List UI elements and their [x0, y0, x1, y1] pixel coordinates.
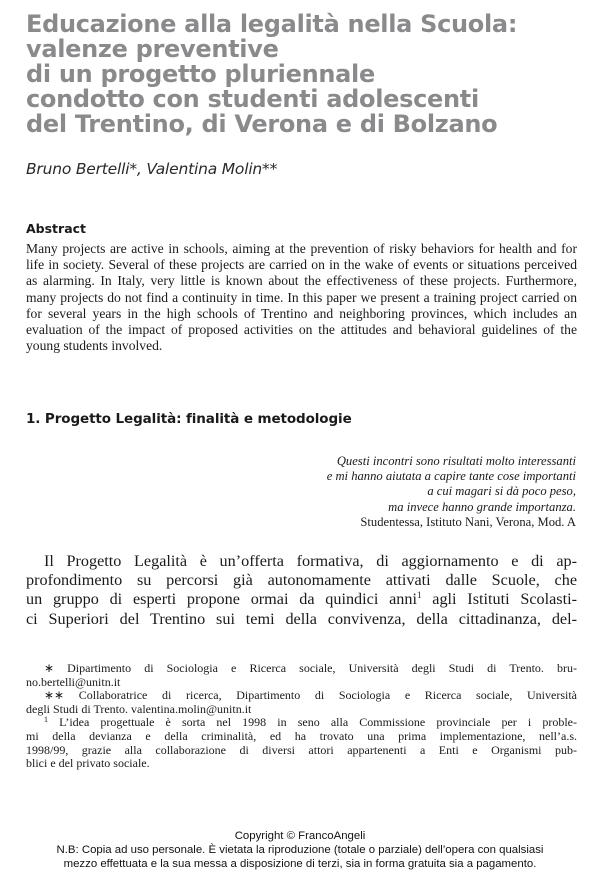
footnote-line — [26, 716, 577, 730]
footnote-line: blici e del privato sociale. — [26, 756, 150, 771]
copyright-notice — [0, 829, 600, 872]
epigraph-line: Questi incontri sono risultati molto interessanti — [336, 454, 576, 468]
epigraph-line: a cui magari si dà poco peso, — [427, 484, 576, 499]
footnote-line: ∗ Dipartimento di Sociologia e Ricerca sociale, Università degli Studi di Trento. bru- — [44, 661, 577, 675]
abstract-text: Many projects are active in schools, aiming at the prevention of risky behaviors for health and for life in society. Several of these projects are carried on in the wake of events or situations perceived as alarming. In Italy, very little is known about the effectiveness of these projects. Furthermore, many projects do not find a continuity in time. In this paper we present a training project carried on for several years in the high schools of Trentino and neighboring provinces, which includes an evaluation of the impact of proposed activities on the attitudes and behavioral guidelines of the young students involved. — [26, 241, 577, 354]
epigraph-line: ma invece hanno grande importanza. — [388, 499, 576, 514]
footnote-ref[interactable]: 1 — [416, 590, 422, 601]
body-line: Il Progetto Legalità è un’offerta formativa, di aggiornamento e di ap- — [44, 552, 577, 570]
body-paragraph — [26, 552, 577, 629]
footnotes — [26, 662, 577, 771]
body-line: profondimento su percorsi già autonomamente attivati dalle Scuole, che — [26, 571, 577, 590]
footnote-line: degli Studi di Trento. valentina.molin@unitn.it — [26, 701, 252, 716]
footnote-line: no.bertelli@unitn.it — [26, 674, 121, 689]
footnote-line: mi della devianza e della criminalità, ed ha trovato una prima implementazione, nell’a.s. — [26, 728, 577, 743]
section-heading: 1. Progetto Legalità: finalità e metodologie — [26, 411, 352, 427]
footnote-line: ∗∗ Collaboratrice di ricerca, Dipartimento di Sociologia e Ricerca sociale, Università — [44, 688, 577, 703]
footnote-text: L’idea progettuale è sorta nel 1998 in seno alla Commissione provinciale per i proble- — [48, 715, 577, 730]
copyright-disclaimer: mezzo effettuata e la sua messa a disposizione di terzi, sia in forma gratuita sia a pagamento. — [63, 858, 537, 871]
title-line: di un progetto pluriennale — [26, 60, 375, 88]
title-line: valenze preventive — [26, 35, 279, 63]
body-line — [26, 590, 577, 609]
article-title — [26, 12, 586, 137]
title-line: condotto con studenti adolescenti — [26, 85, 479, 113]
authors: Bruno Bertelli*, Valentina Molin** — [26, 160, 278, 178]
body-text-fragment: un gruppo di esperti propone ormai da quindici anni — [26, 590, 417, 609]
copyright-disclaimer: N.B: Copia ad uso personale. È vietata la riproduzione (totale o parziale) dell’opera con qualsiasi — [56, 844, 544, 857]
copyright-line: Copyright © FrancoAngeli — [234, 830, 366, 842]
epigraph-line: e mi hanno aiutata a capire tante cose importanti — [326, 469, 576, 484]
abstract-heading: Abstract — [26, 221, 87, 236]
body-line: ci Superiori del Trentino sui temi della convivenza, della cittadinanza, del- — [26, 609, 577, 628]
footnote-line: 1998/99, grazie alla collaborazione di diversi attori appartenenti a Enti e Organismi pub- — [26, 742, 577, 757]
epigraph-source: Studentessa, Istituto Nani, Verona, Mod. A — [360, 514, 576, 529]
title-line: Educazione alla legalità nella Scuola: — [26, 10, 518, 38]
title-line: del Trentino, di Verona e di Bolzano — [26, 110, 498, 138]
body-text-fragment: agli Istituti Scolasti- — [421, 590, 577, 609]
epigraph — [327, 454, 576, 530]
footnote-number: 1 — [44, 715, 48, 725]
